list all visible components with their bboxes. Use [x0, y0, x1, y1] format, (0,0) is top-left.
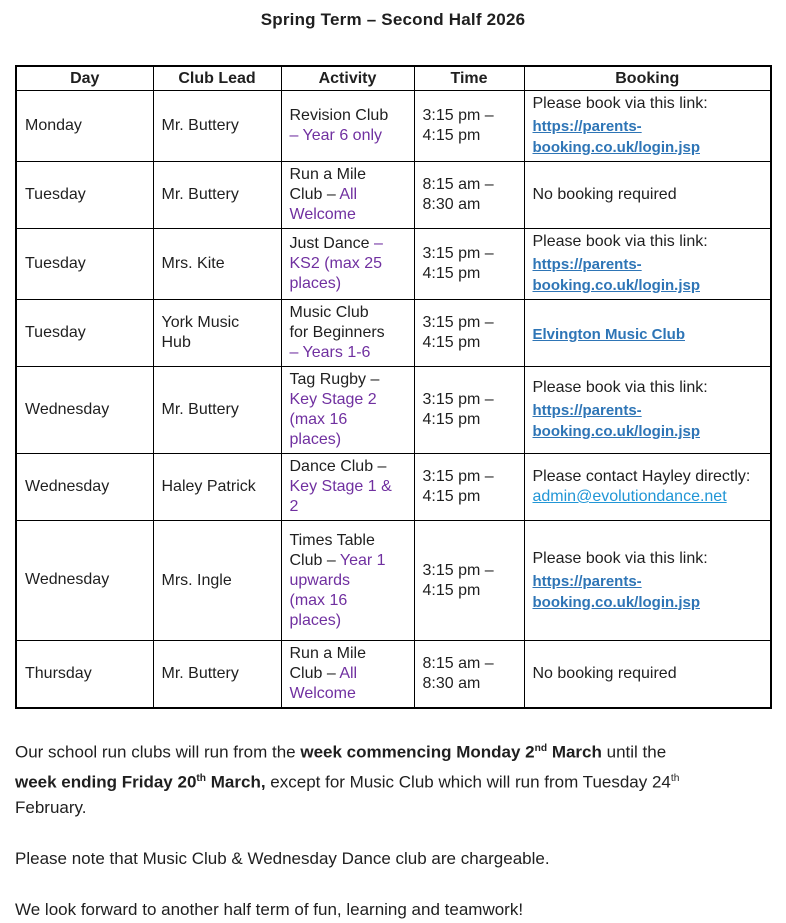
text-segment: upwards: [289, 571, 350, 589]
club-lead-line: Haley Patrick: [161, 478, 256, 495]
text-segment: th: [196, 772, 207, 784]
activity-line: [290, 497, 406, 517]
day-cell: Monday: [16, 91, 153, 162]
activity-line: [290, 531, 406, 551]
column-header-activity: Activity: [281, 66, 414, 91]
activity-line: [290, 370, 406, 390]
time-cell: [414, 367, 524, 454]
text-segment: Club –: [289, 551, 340, 569]
time-line: 3:15 pm –: [422, 561, 494, 579]
day-cell: Wednesday: [16, 454, 153, 521]
booking-cell: [524, 300, 771, 367]
club-row: [16, 300, 771, 367]
club-lead-cell: [153, 162, 281, 229]
club-lead-line: Mr. Buttery: [161, 401, 239, 418]
booking-item: Please book via this link:: [532, 379, 708, 396]
activity-line: [290, 303, 406, 323]
text-segment: Tag Rugby –: [289, 371, 380, 388]
parents-booking-link[interactable]: https://parents-booking.co.uk/login.jsp: [532, 256, 700, 294]
text-segment: Welcome: [289, 206, 356, 223]
text-segment: Welcome: [289, 685, 356, 702]
text-segment: until the: [601, 742, 667, 762]
text-segment: Key Stage 1 &: [289, 478, 392, 495]
elvington-music-club-link[interactable]: Elvington Music Club: [532, 325, 685, 343]
club-lead-cell: [153, 521, 281, 641]
text-segment: Club –: [289, 665, 340, 682]
club-lead-line: Hub: [161, 334, 191, 351]
time-line: 4:15 pm: [422, 411, 481, 428]
club-lead-cell: [153, 91, 281, 162]
time-cell: [414, 454, 524, 521]
activity-line: [290, 343, 406, 363]
activity-line: [290, 165, 406, 185]
text-segment: 2: [289, 498, 299, 515]
activity-line: [290, 457, 406, 477]
activity-line: [290, 611, 406, 631]
column-header-booking: Booking: [524, 66, 771, 91]
time-line: 3:15 pm –: [422, 245, 494, 262]
activity-cell: [281, 91, 414, 162]
booking-cell: [524, 454, 771, 521]
club-row: [16, 229, 771, 300]
booking-item: No booking required: [532, 186, 677, 203]
booking-item: Please contact Hayley directly:: [532, 468, 751, 485]
club-row: [16, 367, 771, 454]
time-cell: [414, 641, 524, 709]
time-line: 8:30 am: [422, 675, 481, 692]
day-cell: Tuesday: [16, 300, 153, 367]
booking-item: No booking required: [532, 665, 677, 682]
activity-cell: [281, 162, 414, 229]
club-lead-line: Mr. Buttery: [161, 117, 239, 134]
header-row: [16, 66, 771, 91]
activity-line: [290, 106, 406, 126]
page-title: Spring Term – Second Half 2026: [260, 10, 526, 29]
time-line: 8:15 am –: [422, 176, 494, 193]
activity-line: [290, 571, 406, 591]
booking-item: [533, 116, 763, 158]
text-segment: Run a Mile: [289, 166, 366, 183]
club-lead-cell: [153, 229, 281, 300]
booking-item: [533, 254, 763, 296]
club-lead-line: Mr. Buttery: [161, 665, 239, 682]
booking-item: [533, 571, 763, 613]
text-segment: (max 16: [289, 591, 348, 609]
club-row: [16, 162, 771, 229]
text-segment: Just Dance: [289, 235, 374, 252]
day-cell: Wednesday: [16, 367, 153, 454]
club-lead-line: Mrs. Kite: [161, 255, 225, 272]
booking-item: Please book via this link:: [532, 233, 708, 250]
clubs-table: [15, 65, 772, 709]
time-cell: [414, 300, 524, 367]
dates-paragraph: [15, 736, 770, 821]
activity-cell: [281, 229, 414, 300]
time-line: 3:15 pm –: [422, 107, 494, 124]
booking-item: [533, 400, 763, 442]
time-line: 4:15 pm: [422, 265, 481, 282]
time-line: 3:15 pm –: [422, 314, 494, 331]
time-line: 4:15 pm: [422, 488, 481, 505]
dates-paragraph-line: [15, 766, 770, 796]
text-segment: –: [373, 235, 383, 252]
text-segment: Revision Club: [289, 107, 389, 124]
activity-line: [290, 644, 406, 664]
time-cell: [414, 229, 524, 300]
activity-line: [290, 591, 406, 611]
evolution-dance-email-link[interactable]: admin@evolutiondance.net: [532, 488, 727, 505]
text-segment: except for Music Club which will run from Tuesday 24: [265, 772, 671, 792]
text-segment: Dance Club –: [289, 458, 387, 475]
activity-line: [290, 185, 406, 205]
club-row: [16, 521, 771, 641]
text-segment: week ending Friday 20: [15, 772, 197, 792]
club-lead-cell: [153, 454, 281, 521]
text-segment: Times Table: [289, 531, 375, 549]
day-cell: Thursday: [16, 641, 153, 709]
booking-item: [533, 487, 763, 507]
activity-line: [290, 205, 406, 225]
time-line: 4:15 pm: [422, 334, 481, 351]
text-segment: places): [289, 275, 342, 292]
activity-line: [290, 323, 406, 343]
club-row: [16, 91, 771, 162]
parents-booking-link[interactable]: https://parents-booking.co.uk/login.jsp: [532, 118, 700, 156]
activity-cell: [281, 521, 414, 641]
text-segment: th: [670, 772, 680, 784]
activity-line: [290, 410, 406, 430]
text-segment: nd: [534, 743, 548, 754]
text-segment: All: [339, 186, 358, 203]
parents-booking-link[interactable]: https://parents-booking.co.uk/login.jsp: [532, 572, 700, 611]
clubs-table-body: [16, 91, 771, 709]
activity-cell: [281, 367, 414, 454]
footer-paragraphs: [15, 736, 770, 923]
activity-line: [290, 234, 406, 254]
booking-cell: [524, 367, 771, 454]
day-cell: Tuesday: [16, 162, 153, 229]
activity-line: [290, 274, 406, 294]
text-segment: Run a Mile: [289, 645, 366, 662]
booking-cell: [524, 91, 771, 162]
booking-cell: [524, 521, 771, 641]
booking-item: Please book via this link:: [532, 549, 708, 567]
text-segment: All: [339, 665, 358, 682]
time-cell: [414, 162, 524, 229]
day-cell: Wednesday: [16, 521, 153, 641]
text-segment: places): [289, 611, 342, 629]
booking-item: Please book via this link:: [532, 95, 708, 112]
time-line: 4:15 pm: [422, 581, 481, 599]
activity-line: [290, 430, 406, 450]
text-segment: places): [289, 431, 342, 448]
column-header-time: Time: [414, 66, 524, 91]
chargeable-note-paragraph: Please note that Music Club & Wednesday Dance club are chargeable.: [15, 849, 550, 869]
text-segment: KS2 (max 25: [289, 255, 382, 272]
club-row: [16, 641, 771, 709]
text-segment: week commencing Monday 2: [300, 742, 535, 762]
activity-line: [290, 664, 406, 684]
activity-line: [290, 390, 406, 410]
parents-booking-link[interactable]: https://parents-booking.co.uk/login.jsp: [532, 402, 700, 440]
text-segment: (max 16: [289, 411, 348, 428]
activity-line: [290, 126, 406, 146]
activity-line: [290, 551, 406, 571]
booking-cell: [524, 162, 771, 229]
booking-item: [533, 324, 763, 345]
text-segment: Music Club: [289, 304, 369, 321]
dates-paragraph-line: [15, 795, 770, 821]
time-line: 8:15 am –: [422, 655, 494, 672]
club-lead-cell: [153, 641, 281, 709]
activity-cell: [281, 300, 414, 367]
club-lead-cell: [153, 300, 281, 367]
time-cell: [414, 91, 524, 162]
closing-paragraph: We look forward to another half term of fun, learning and teamwork!: [15, 900, 524, 920]
activity-cell: [281, 454, 414, 521]
text-segment: March: [547, 742, 602, 762]
text-segment: Our school run clubs will run from the: [15, 742, 301, 762]
text-segment: for Beginners: [289, 324, 385, 341]
club-lead-cell: [153, 367, 281, 454]
day-cell: Tuesday: [16, 229, 153, 300]
activity-line: [290, 477, 406, 497]
text-segment: March,: [206, 772, 266, 792]
column-header-day: Day: [16, 66, 153, 91]
text-segment: Key Stage 2: [289, 391, 377, 408]
activity-line: [290, 684, 406, 704]
club-lead-line: Mr. Buttery: [161, 186, 239, 203]
activity-line: [290, 254, 406, 274]
text-segment: February.: [15, 798, 87, 818]
club-lead-line: York Music: [161, 314, 240, 331]
booking-cell: [524, 641, 771, 709]
booking-cell: [524, 229, 771, 300]
time-line: 4:15 pm: [422, 127, 481, 144]
activity-cell: [281, 641, 414, 709]
time-line: 8:30 am: [422, 196, 481, 213]
club-row: [16, 454, 771, 521]
club-lead-line: Mrs. Ingle: [161, 571, 232, 589]
time-cell: [414, 521, 524, 641]
time-line: 3:15 pm –: [422, 468, 494, 485]
text-segment: – Years 1-6: [289, 344, 371, 361]
text-segment: Club –: [289, 186, 340, 203]
time-line: 3:15 pm –: [422, 391, 494, 408]
text-segment: – Year 6 only: [289, 127, 383, 144]
column-header-club-lead: Club Lead: [153, 66, 281, 91]
dates-paragraph-line: [15, 736, 770, 766]
text-segment: Year 1: [339, 551, 386, 569]
